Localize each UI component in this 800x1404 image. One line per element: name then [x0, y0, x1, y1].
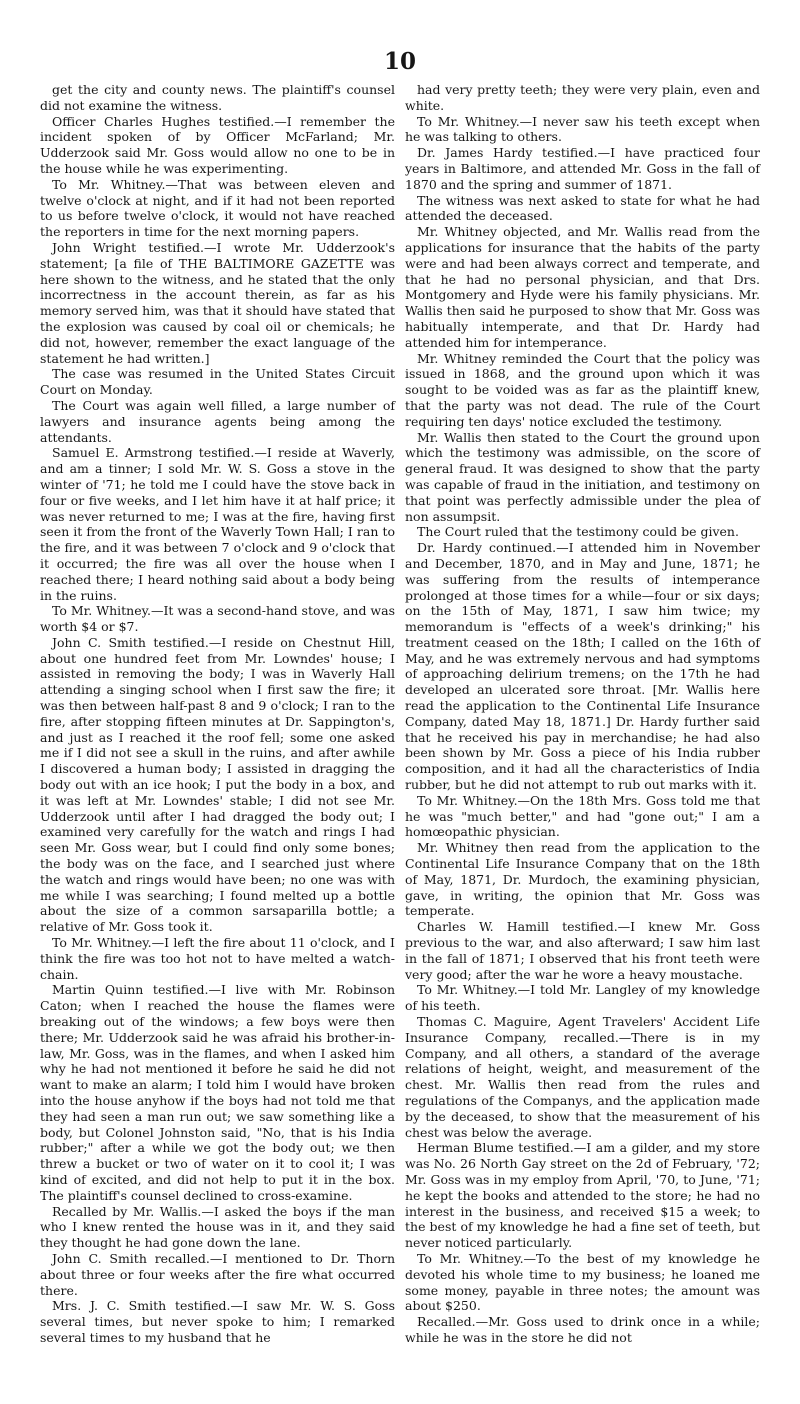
paragraph: John Wright testified.—I wrote Mr. Udderzook's statement; [a file of THE BALTIMORE GAZETTE was here shown to the witness, and he stated that the only incorrectness in the account therein, as far as his memory served him, was that it should have stated that the explosion was caused by coal oil or chemicals; he did not, however, remember the exact language of the statement he had written.] — [40, 239, 395, 366]
paragraph: Recalled.—Mr. Goss used to drink once in a while; while he was in the store he did not — [405, 1314, 760, 1345]
paragraph: Mr. Wallis then stated to the Court the ground upon which the testimony was admissible, on the score of general fraud. It was designed to show that the party was capable of fraud in the initiation, and testimony on that point was perfectly admissible under the plea of non assumpsit. — [405, 429, 760, 524]
paragraph: To Mr. Whitney.—I told Mr. Langley of my knowledge of his teeth. — [405, 982, 760, 1014]
paragraph: Herman Blume testified.—I am a gilder, and my store was No. 26 North Gay street on the 2d of February, '72; Mr. Goss was in my employ from April, '70, to June, '71; he kept the books and attended to the store; he had no interest in the business, and received $15 a week; to the best of my knowledge he had a fine set of teeth, but never noticed particularly. — [405, 1140, 760, 1251]
paragraph: Mrs. J. C. Smith testified.—I saw Mr. W. S. Goss several times, but never spoke to him; I remarked several times to my husband that he — [40, 1298, 395, 1345]
paragraph: To Mr. Whitney.—I left the fire about 11 o'clock, and I think the fire was too hot not to have melted a watch-chain. — [40, 935, 395, 982]
paragraph: The Court was again well filled, a large number of lawyers and insurance agents being among the attendants. — [40, 397, 395, 445]
paragraph: To Mr. Whitney.—It was a second-hand stove, and was worth $4 or $7. — [40, 603, 395, 635]
paragraph: To Mr. Whitney.—On the 18th Mrs. Goss told me that he was "much better," and had "gone out;" I am a homœopathic physician. — [405, 792, 760, 840]
paragraph: The Court ruled that the testimony could be given. — [417, 524, 739, 540]
paragraph: John C. Smith testified.—I reside on Chestnut Hill, about one hundred feet from Mr. Lowndes' house; I assisted in removing the body; I was in Waverly Hall attending a singing school when I first saw the fire; it was then between half-past 8 and 9 o'clock; I ran to the fire, after stopping fifteen minutes at Dr. Sappington's, and just as I reached it the roof fell; some one asked me if I did not see a skull in the ruins, and after awhile I discovered a human body; I assisted in dragging the body out with an ice hook; I put the body in a box, and it was left at Mr. Lowndes' stable; I did not see Mr. Udderzook until after I had dragged the body out; I examined very carefully for the watch and rings I had seen Mr. Goss wear, but I could find only some bones; the body was on the face, and I searched just where the watch and rings would have been; no one was with me while I was searching; I found melted up a bottle about the size of a common sarsaparilla bottle; a relative of Mr. Goss took it. — [40, 634, 395, 935]
paragraph: Recalled by Mr. Wallis.—I asked the boys if the man who I knew rented the house was in it, and they said they thought he had gone down the lane. — [40, 1203, 395, 1251]
paragraph: To Mr. Whitney.—I never saw his teeth except when he was talking to others. — [405, 113, 760, 145]
paragraph: had very pretty teeth; they were very plain, even and white. — [405, 82, 760, 113]
paragraph: The witness was next asked to state for what he had attended the deceased. — [405, 192, 760, 224]
paragraph: Thomas C. Maguire, Agent Travelers' Accident Life Insurance Company, recalled.—There is in my Company, and all others, a standard of the average relations of height, weight, and measurement of the chest. Mr. Wallis then read from the rules and regulations of the Companys, and the application made by the deceased, to show that the measurement of his chest was below the average. — [405, 1014, 760, 1140]
paragraph: To Mr. Whitney.—That was between eleven and twelve o'clock at night, and if it had not been reported to us before twelve o'clock, it would not have reached the reporters in time for the next morning papers. — [40, 176, 395, 240]
paragraph: Mr. Whitney reminded the Court that the policy was issued in 1868, and the ground upon which it was sought to be voided was as far as the plaintiff knew, that the party was not dead. The rule of the Court requiring ten days' notice excluded the testimony. — [405, 350, 760, 429]
paragraph: Mr. Whitney then read from the application to the Continental Life Insurance Company that on the 18th of May, 1871, Dr. Murdoch, the examining physician, gave, in writing, the opinion that Mr. Goss was temperate. — [405, 840, 760, 919]
left-column — [40, 82, 395, 1346]
paragraph: Dr. Hardy continued.—I attended him in November and December, 1870, and in May and June, 1871; he was suffering from the results of intemperance prolonged at those times for a while—four or six days; on the 15th of May, 1871, I saw him twice; my memorandum is "effects of a week's drinking;" his treatment ceased on the 18th; I called on the 16th of May, and he was extremely nervous and had symptoms of approaching delirium tremens; on the 17th he had developed an ulcerated sore throat. [Mr. Wallis here read the application to the Continental Life Insurance Company, dated May 18, 1871.] Dr. Hardy further said that he received his pay in merchandise; he had also been shown by Mr. Goss a piece of his India rubber composition, and it had all the characteristics of India rubber, but he did not attempt to rub out marks with it. — [405, 540, 760, 793]
paragraph: Samuel E. Armstrong testified.—I reside at Waverly, and am a tinner; I sold Mr. W. S. Goss a stove in the winter of '71; he told me I could have the stove back in four or five weeks, and I let him have it at half price; it was never returned to me; I was at the fire, having first seen it from the front of the Waverly Town Hall; I ran to the fire, and it was between 7 o'clock and 9 o'clock that it occurred; the fire was all over the house when I reached there; I heard nothing said about a body being in the ruins. — [40, 445, 395, 603]
paragraph: The case was resumed in the United States Circuit Court on Monday. — [40, 366, 395, 398]
paragraph: Officer Charles Hughes testified.—I remember the incident spoken of by Officer McFarland; Mr. Udderzook said Mr. Goss would allow no one to be in the house while he was experimenting. — [40, 113, 395, 176]
paragraph: Dr. James Hardy testified.—I have practiced four years in Baltimore, and attended Mr. Goss in the fall of 1870 and the spring and summer of 1871. — [405, 145, 760, 192]
right-column — [405, 82, 760, 1346]
paragraph: get the city and county news. The plaintiff's counsel did not examine the witness. — [40, 82, 395, 113]
paragraph: To Mr. Whitney.—To the best of my knowledge he devoted his whole time to my business; he loaned me some money, payable in three notes; the amount was about $250. — [405, 1250, 760, 1314]
paragraph: Martin Quinn testified.—I live with Mr. Robinson Caton; when I reached the house the flames were breaking out of the windows; a few boys were then there; Mr. Udderzook said he was afraid his brother-in-law, Mr. Goss, was in the flames, and when I asked him why he had not mentioned it before he said he did not want to make an alarm; I told him I would have broken into the house anyhow if the boys had not told me that they had seen a man run out; we saw something like a body, but Colonel Johnston said, "No, that is his India rubber;" after a while we got the body out; we then threw a bucket or two of water on it to cool it; I was kind of excited, and did not help to put it in the box. The plaintiff's counsel declined to cross-examine. — [40, 982, 395, 1203]
paragraph: Mr. Whitney objected, and Mr. Wallis read from the applications for insurance that the habits of the party were and had been always correct and temperate, and that he had no personal physician, and that Drs. Montgomery and Hyde were his family physicians. Mr. Wallis then said he purposed to show that Mr. Goss was habitually intemperate, and that Dr. Hardy had attended him for intemperance. — [405, 224, 760, 350]
paragraph: John C. Smith recalled.—I mentioned to Dr. Thorn about three or four weeks after the fire what occurred there. — [40, 1250, 395, 1298]
paragraph: Charles W. Hamill testified.—I knew Mr. Goss previous to the war, and also afterward; I saw him last in the fall of 1871; I observed that his front teeth were very good; after the war he wore a heavy moustache. — [405, 919, 760, 982]
page-number: 10 — [383, 48, 416, 75]
